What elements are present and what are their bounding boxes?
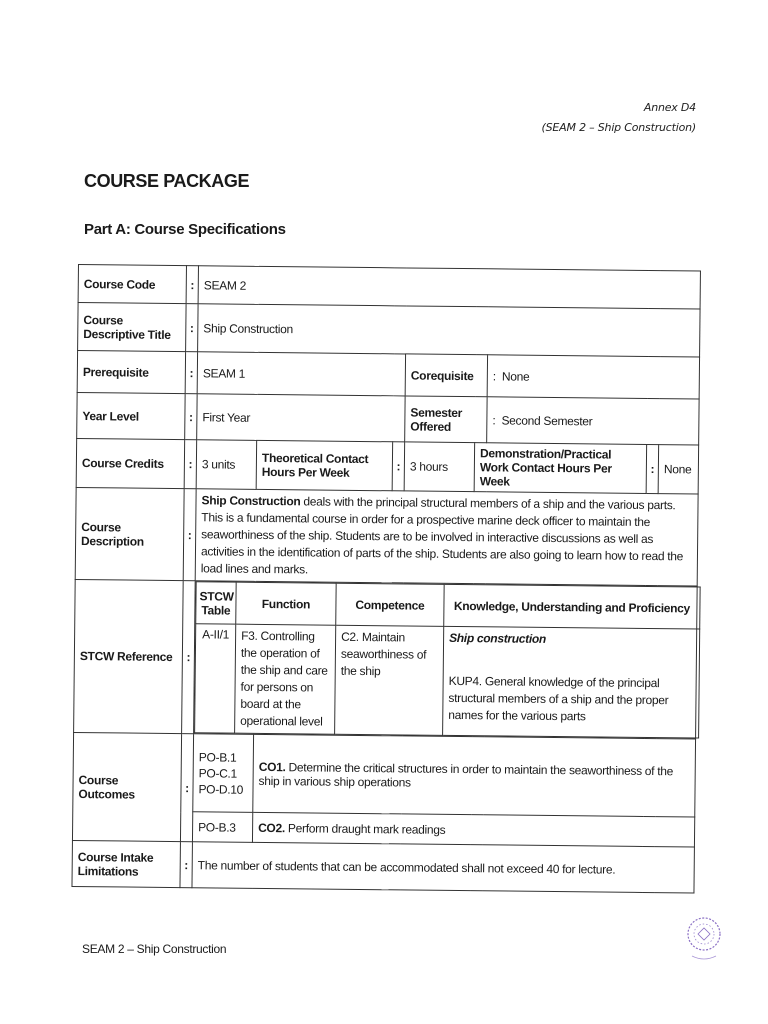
- row-intake: [72, 840, 695, 893]
- row-outcome-1: [73, 732, 696, 817]
- row-course-code: [78, 265, 700, 310]
- stcw-kup-text: KUP4. General knowledge of the principal structural members of a ship and the proper names for the various parts: [448, 673, 669, 724]
- year-level-label: Year Level: [77, 392, 185, 439]
- year-level-value: First Year: [197, 394, 405, 442]
- page-footer: SEAM 2 – Ship Construction: [82, 942, 227, 956]
- colon: :: [183, 489, 196, 581]
- annex-course: (SEAM 2 – Ship Construction): [541, 121, 696, 134]
- colon: :: [185, 394, 197, 440]
- demo-hours-label: Demonstration/Practical Work Contact Hours Per Week: [474, 443, 647, 494]
- outcome-description: Perform draught mark readings: [287, 820, 446, 837]
- intake-label: Course Intake Limitations: [72, 840, 180, 887]
- stcw-header-function: Function: [236, 582, 336, 625]
- corequisite-value: [487, 355, 700, 399]
- colon: :: [186, 266, 198, 304]
- stcw-kup: [443, 626, 700, 738]
- colon: :: [492, 368, 496, 383]
- stcw-kup-title: Ship construction: [449, 630, 547, 646]
- row-credits: [76, 438, 699, 494]
- stcw-header-kup: Knowledge, Understanding and Proficiency: [444, 584, 700, 629]
- stcw-header-competence: Competence: [336, 583, 444, 626]
- section-title: Part A: Course Specifications: [84, 221, 286, 238]
- description-text: deals with the principal structural members of a ship and the various parts. This is a fundamental course in order for a prospective marine deck officer to maintain the seaworthiness of the ship. Students are to be involved in interactive discussions as well as activities in the identification of parts of the ship. Students are also going to learn how to read the load lines and marks.: [200, 494, 684, 577]
- colon: :: [180, 734, 193, 842]
- demo-hours-value: None: [658, 445, 699, 494]
- description-value: [195, 489, 698, 586]
- colon: :: [646, 444, 659, 493]
- annex-number: Annex D4: [643, 101, 696, 114]
- outcome-po: PO-B.3: [192, 812, 252, 843]
- colon: :: [392, 442, 405, 491]
- row-prerequisite: [77, 351, 699, 400]
- annex-header: [542, 98, 696, 138]
- course-code-value: SEAM 2: [198, 266, 700, 309]
- stcw-cell: [194, 581, 698, 739]
- semester-value: [487, 397, 700, 445]
- prerequisite-value: SEAM 1: [197, 352, 405, 396]
- title-value: Ship Construction: [198, 304, 701, 357]
- row-title: [78, 303, 701, 358]
- stcw-header-table: STCW Table: [196, 582, 236, 624]
- description-label: Course Description: [75, 487, 184, 580]
- corequisite-text: None: [501, 368, 530, 384]
- theoretical-hours-value: 3 hours: [404, 442, 475, 492]
- colon: :: [186, 304, 199, 352]
- semester-label: Semester Offered: [405, 396, 487, 443]
- semester-text: Second Semester: [501, 412, 593, 428]
- colon: :: [182, 581, 196, 734]
- colon: :: [492, 412, 496, 427]
- title-label: Course Descriptive Title: [78, 303, 186, 352]
- stcw-table: [194, 581, 701, 738]
- colon: :: [185, 352, 197, 394]
- row-description: [75, 487, 698, 586]
- outcome-po: PO-B.1 PO-C.1 PO-D.10: [193, 734, 254, 813]
- page-title: COURSE PACKAGE: [84, 171, 250, 191]
- intake-value: The number of students that can be accommodated shall not exceed 40 for lecture.: [192, 842, 695, 893]
- row-year-level: [77, 392, 700, 445]
- credits-label: Course Credits: [76, 438, 185, 488]
- colon: :: [184, 440, 197, 489]
- outcome-code: CO1.: [258, 759, 286, 774]
- course-code-label: Course Code: [78, 265, 186, 304]
- outcome-text: [253, 734, 696, 817]
- row-stcw: [74, 579, 698, 739]
- outcome-text: [252, 812, 694, 847]
- colon: :: [180, 842, 192, 888]
- description-lead: Ship Construction: [201, 493, 301, 509]
- outcomes-label: Course Outcomes: [72, 732, 181, 841]
- outcome-code: CO2.: [258, 820, 285, 835]
- prerequisite-label: Prerequisite: [77, 351, 185, 394]
- stcw-competence: C2. Maintain seaworthiness of the ship: [335, 625, 444, 735]
- stcw-label: STCW Reference: [74, 579, 184, 733]
- stcw-table-ref: A-II/1: [195, 624, 236, 733]
- theoretical-hours-label: Theoretical Contact Hours Per Week: [256, 440, 393, 490]
- stcw-function: F3. Controlling the operation of the ship and care for persons on board at the operational level: [235, 624, 336, 734]
- outcome-description: Determine the critical structures in order to maintain the seaworthiness of the ship in various ship operations: [258, 759, 674, 790]
- credits-value: 3 units: [196, 440, 257, 490]
- corequisite-label: Corequisite: [405, 354, 487, 397]
- course-spec-table: [71, 264, 701, 893]
- seal-stamp-icon: [684, 908, 724, 966]
